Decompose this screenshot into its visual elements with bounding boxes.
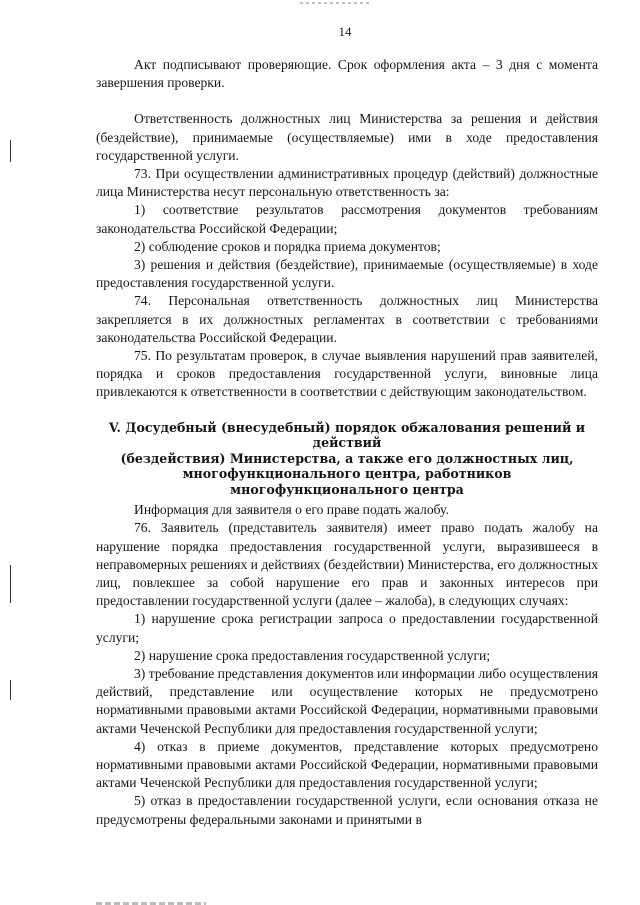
paragraph: 75. По результатам проверок, в случае выявления нарушений прав заявителей, порядка и сроков предоставления государственной услуги, виновные лица привлекаются к ответственности в соответствии с действующим законодательством. xyxy=(96,348,598,400)
paragraph-subheading: Ответственность должностных лиц Министерства за решения и действия (бездействие), принимаемые (осуществляемые) ими в ходе предоставления государственной услуги. xyxy=(96,111,598,163)
list-item: 5) отказ в предоставлении государственной услуги, если основания отказа не предусмотрены федеральными законами и принятыми в xyxy=(96,793,598,827)
paragraph: Информация для заявителя о его праве подать жалобу. xyxy=(134,502,449,518)
paragraph: Акт подписывают проверяющие. Срок оформления акта – 3 дня с момента завершения проверки. xyxy=(96,57,598,91)
list-item: 1) нарушение срока регистрации запроса о предоставлении государственной услуги; xyxy=(96,611,598,645)
section-heading-line: (бездействия) Министерства, а также его должностных лиц, xyxy=(120,450,574,466)
scan-artifact-top xyxy=(300,2,370,4)
list-item: 2) нарушение срока предоставления государственной услуги; xyxy=(134,647,491,663)
section-heading-line: многофункционального центра, работников многофункционального центра xyxy=(182,466,512,497)
margin-scan-mark xyxy=(10,680,11,700)
list-item: 4) отказ в приеме документов, представление которых предусмотрено нормативными правовыми актами Российской Федерации, нормативными правовыми актами Чеченской Республики для предоставления государственной услуги; xyxy=(96,738,598,791)
paragraph: 73. При осуществлении административных процедур (действий) должностные лица Министерства несут персональную ответственность за: xyxy=(96,166,598,200)
paragraph: 76. Заявитель (представитель заявителя) имеет право подать жалобу на нарушение порядка предоставления государственной услуги, выразившееся в неправомерных решениях и действиях (бездействии) Министерства, его должностных лиц, повлекшее за собой нарушение его прав и законных интересов при предоставлении государственной услуги (далее – жалоба), в следующих случаях: xyxy=(96,520,598,609)
paragraph: 74. Персональная ответственность должностных лиц Министерства закрепляется в их должностных регламентах в соответствии с требованиями законодательства Российской Федерации. xyxy=(96,293,598,345)
section-heading-line: V. Досудебный (внесудебный) порядок обжалования решений и действий xyxy=(108,419,586,451)
list-item: 3) требование представления документов или информации либо осуществления действий, представление или осуществление которых не предусмотрено нормативными правовыми актами Российской Федерации, нормативными правовыми актами Чеченской Республики для предоставления государственной услуги; xyxy=(96,665,598,736)
document-body xyxy=(96,56,598,829)
list-item: 3) решения и действия (бездействие), принимаемые (осуществляемые) в ходе предоставления государственной услуги. xyxy=(96,257,598,291)
margin-scan-mark xyxy=(10,140,11,162)
page-number: 14 xyxy=(338,24,352,39)
section-heading xyxy=(96,420,598,498)
list-item: 2) соблюдение сроков и порядка приема документов; xyxy=(134,238,441,254)
list-item: 1) соответствие результатов рассмотрения документов требованиям законодательства Российской Федерации; xyxy=(96,202,598,236)
margin-scan-mark xyxy=(10,565,11,603)
